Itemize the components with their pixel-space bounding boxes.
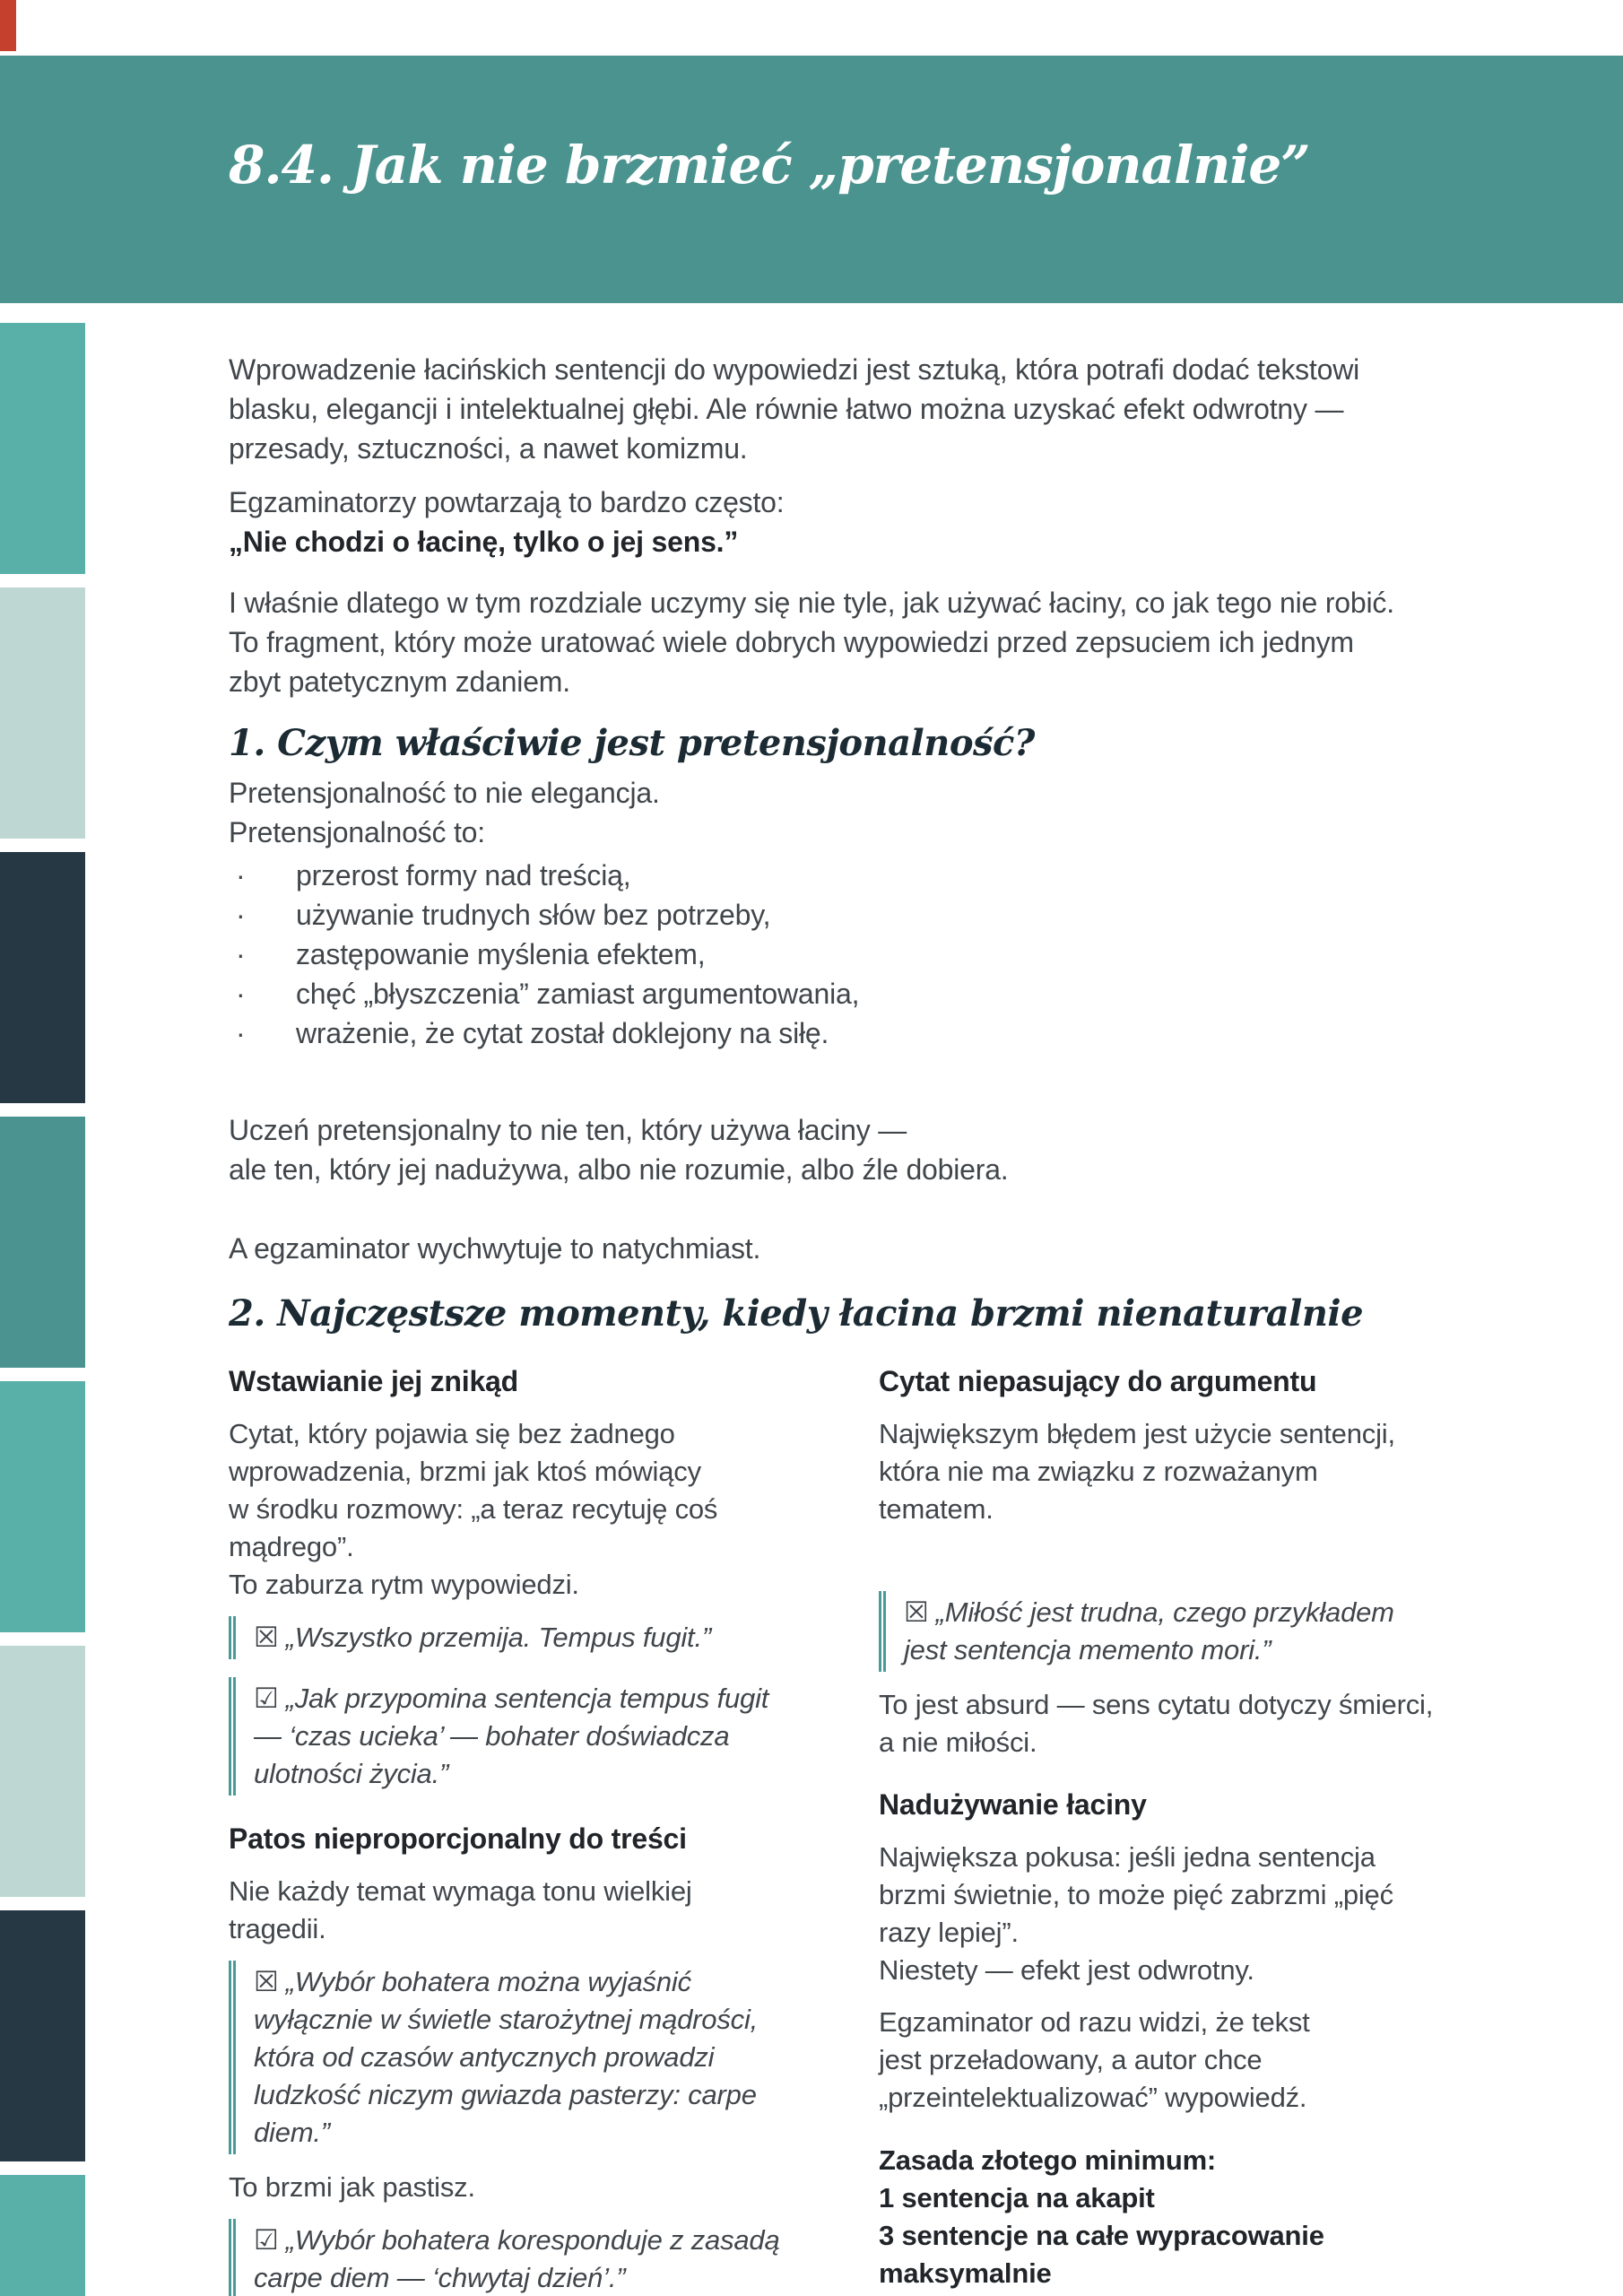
page-content xyxy=(229,0,1484,2296)
text-line: zbyt patetycznym zdaniem. xyxy=(229,665,570,698)
text-line: Pretensjonalność to: xyxy=(229,816,485,848)
quote-line: ☒ „Wybór bohatera można wyjaśnić xyxy=(254,1963,785,2001)
list-item: · wrażenie, że cytat został doklejony na siłę. xyxy=(229,1013,1484,1053)
ballot-check-icon: ☑ xyxy=(254,2224,279,2256)
text-line: A egzaminator wychwytuje to natychmiast. xyxy=(229,1232,761,1265)
text-line: I właśnie dlatego w tym rozdziale uczymy się nie tyle, jak używać łaciny, co jak tego nie robić. xyxy=(229,587,1394,619)
paragraph xyxy=(229,2169,785,2206)
text-line: przesady, sztuczności, a nawet komizmu. xyxy=(229,432,748,465)
text-line: a nie miłości. xyxy=(879,1726,1037,1758)
section-1-lead xyxy=(229,773,1484,852)
quote-line: ulotności życia.” xyxy=(254,1758,449,1789)
paragraph xyxy=(229,1873,785,1948)
text-line: Niestety — efekt jest odwrotny. xyxy=(879,1954,1254,1986)
column-right xyxy=(879,1361,1484,2296)
text-line: 1 sentencja na akapit xyxy=(879,2182,1155,2213)
sidebar-block xyxy=(0,852,85,1103)
quote-line: diem.” xyxy=(254,2117,330,2148)
section-2-heading: 2. Najczęstsze momenty, kiedy łacina brzmi nienaturalnie xyxy=(229,1292,1364,1335)
sidebar-block xyxy=(0,1381,85,1632)
quote-line: która od czasów antycznych prowadzi xyxy=(254,2041,715,2073)
list-item: · przerost formy nad treścią, xyxy=(229,856,1484,895)
section-1-paragraph xyxy=(229,1110,1484,1189)
ballot-x-icon: ☒ xyxy=(254,1966,279,1997)
text-line: To zaburza rytm wypowiedzi. xyxy=(229,1569,579,1600)
subheading-pathos: Patos nieproporcjonalny do treści xyxy=(229,1822,687,1855)
text-line: tematem. xyxy=(879,1493,994,1525)
good-example-quote xyxy=(229,2219,785,2296)
bad-example-quote xyxy=(229,1961,785,2154)
paragraph xyxy=(229,1415,785,1604)
list-item: · chęć „błyszczenia” zamiast argumentowania, xyxy=(229,974,1484,1013)
quote-line: carpe diem — ‘chwytaj dzień’.” xyxy=(254,2262,626,2293)
sidebar-block xyxy=(0,1117,85,1368)
examiner-quote-bold: „Nie chodzi o łacinę, tylko o jej sens.” xyxy=(229,526,739,558)
sidebar-block xyxy=(0,1646,85,1897)
bad-example-quote xyxy=(229,1616,785,1659)
sidebar-block xyxy=(0,2175,85,2296)
text-line: jest przeładowany, a autor chce xyxy=(879,2044,1263,2075)
section-1-closing xyxy=(229,1229,1484,1268)
text-line: brzmi świetnie, to może pięć zabrzmi „pięć xyxy=(879,1879,1393,1910)
text-line: Wprowadzenie łacińskich sentencji do wypowiedzi jest sztuką, która potrafi dodać tekstowi xyxy=(229,353,1360,386)
text-line: Największym błędem jest użycie sentencji, xyxy=(879,1418,1395,1449)
text-line: blasku, elegancji i intelektualnej głębi. Ale równie łatwo można uzyskać efekt odwrotny — xyxy=(229,393,1344,425)
quote-line: jest sentencja memento mori.” xyxy=(904,1634,1271,1665)
text-line: To brzmi jak pastisz. xyxy=(229,2171,475,2203)
text-line: która nie ma związku z rozważanym xyxy=(879,1456,1318,1487)
text-line: tragedii. xyxy=(229,1913,326,1944)
text-line: w środku rozmowy: „a teraz recytuję coś xyxy=(229,1493,718,1525)
subheading-mismatched-quote: Cytat niepasujący do argumentu xyxy=(879,1365,1317,1397)
paragraph xyxy=(879,2004,1484,2117)
sidebar-block xyxy=(0,587,85,839)
text-line: Egzaminator od razu widzi, że tekst xyxy=(879,2006,1310,2038)
bad-example-quote xyxy=(879,1591,1484,1672)
quote-line: ☒ „Wszystko przemija. Tempus fugit.” xyxy=(254,1619,785,1657)
list-item: · używanie trudnych słów bez potrzeby, xyxy=(229,895,1484,935)
two-column-section xyxy=(229,1361,1484,2296)
quote-line: ludzkość niczym gwiazda pasterzy: carpe xyxy=(254,2079,757,2110)
golden-minimum-rule xyxy=(879,2142,1484,2292)
text-line: wprowadzenia, brzmi jak ktoś mówiący xyxy=(229,1456,701,1487)
text-line: Pretensjonalność to nie elegancja. xyxy=(229,777,660,809)
quote-line: — ‘czas ucieka’ — bohater doświadcza xyxy=(254,1720,730,1752)
paragraph xyxy=(879,1686,1484,1761)
intro-paragraph-1 xyxy=(229,350,1484,468)
text-line: 3 sentencje na całe wypracowanie xyxy=(879,2220,1324,2251)
text-line: mądrego”. xyxy=(229,1531,354,1562)
text-line: maksymalnie xyxy=(879,2257,1052,2289)
text-line: Egzaminatorzy powtarzają to bardzo często: xyxy=(229,486,785,518)
subheading-inserting-from-nowhere: Wstawianie jej znikąd xyxy=(229,1365,519,1397)
quote-line: ☑ „Wybór bohatera koresponduje z zasadą xyxy=(254,2222,785,2259)
text-line: ale ten, który jej nadużywa, albo nie rozumie, albo źle dobiera. xyxy=(229,1153,1009,1186)
sidebar-color-strip xyxy=(0,0,85,2296)
text-line: Uczeń pretensjonalny to nie ten, który używa łaciny — xyxy=(229,1114,907,1146)
text-line: To jest absurd — sens cytatu dotyczy śmierci, xyxy=(879,1689,1434,1720)
subheading-latin-overuse: Nadużywanie łaciny xyxy=(879,1788,1147,1821)
list-item: · zastępowanie myślenia efektem, xyxy=(229,935,1484,974)
quote-line: ☒ „Miłość jest trudna, czego przykładem xyxy=(904,1594,1484,1631)
text-line: Cytat, który pojawia się bez żadnego xyxy=(229,1418,675,1449)
intro-paragraph-3 xyxy=(229,583,1484,701)
ballot-x-icon: ☒ xyxy=(254,1622,279,1653)
text-line: Największa pokusa: jeśli jedna sentencja xyxy=(879,1841,1376,1873)
chapter-title: 8.4. Jak nie brzmieć „pretensjonalnie” xyxy=(229,135,1310,196)
sidebar-block xyxy=(0,323,85,574)
text-line: Zasada złotego minimum: xyxy=(879,2144,1217,2176)
text-line: „przeintelektualizować” wypowiedź. xyxy=(879,2082,1307,2113)
paragraph xyxy=(879,1415,1484,1528)
quote-line: ☑ „Jak przypomina sentencja tempus fugit xyxy=(254,1680,785,1718)
quote-line: wyłącznie w świetle starożytnej mądrości, xyxy=(254,2004,759,2035)
sidebar-block xyxy=(0,1910,85,2161)
intro-paragraph-2 xyxy=(229,483,1484,561)
text-line: To fragment, który może uratować wiele dobrych wypowiedzi przed zepsuciem ich jednym xyxy=(229,626,1354,658)
paragraph xyxy=(879,1839,1484,1989)
good-example-quote xyxy=(229,1677,785,1796)
text-line: Nie każdy temat wymaga tonu wielkiej xyxy=(229,1875,692,1907)
pretentiousness-list xyxy=(229,856,1484,1053)
column-left xyxy=(229,1361,785,2296)
ballot-x-icon: ☒ xyxy=(904,1596,929,1628)
section-1-heading: 1. Czym właściwie jest pretensjonalność? xyxy=(229,722,1035,764)
ballot-check-icon: ☑ xyxy=(254,1683,279,1714)
text-line: razy lepiej”. xyxy=(879,1917,1019,1948)
